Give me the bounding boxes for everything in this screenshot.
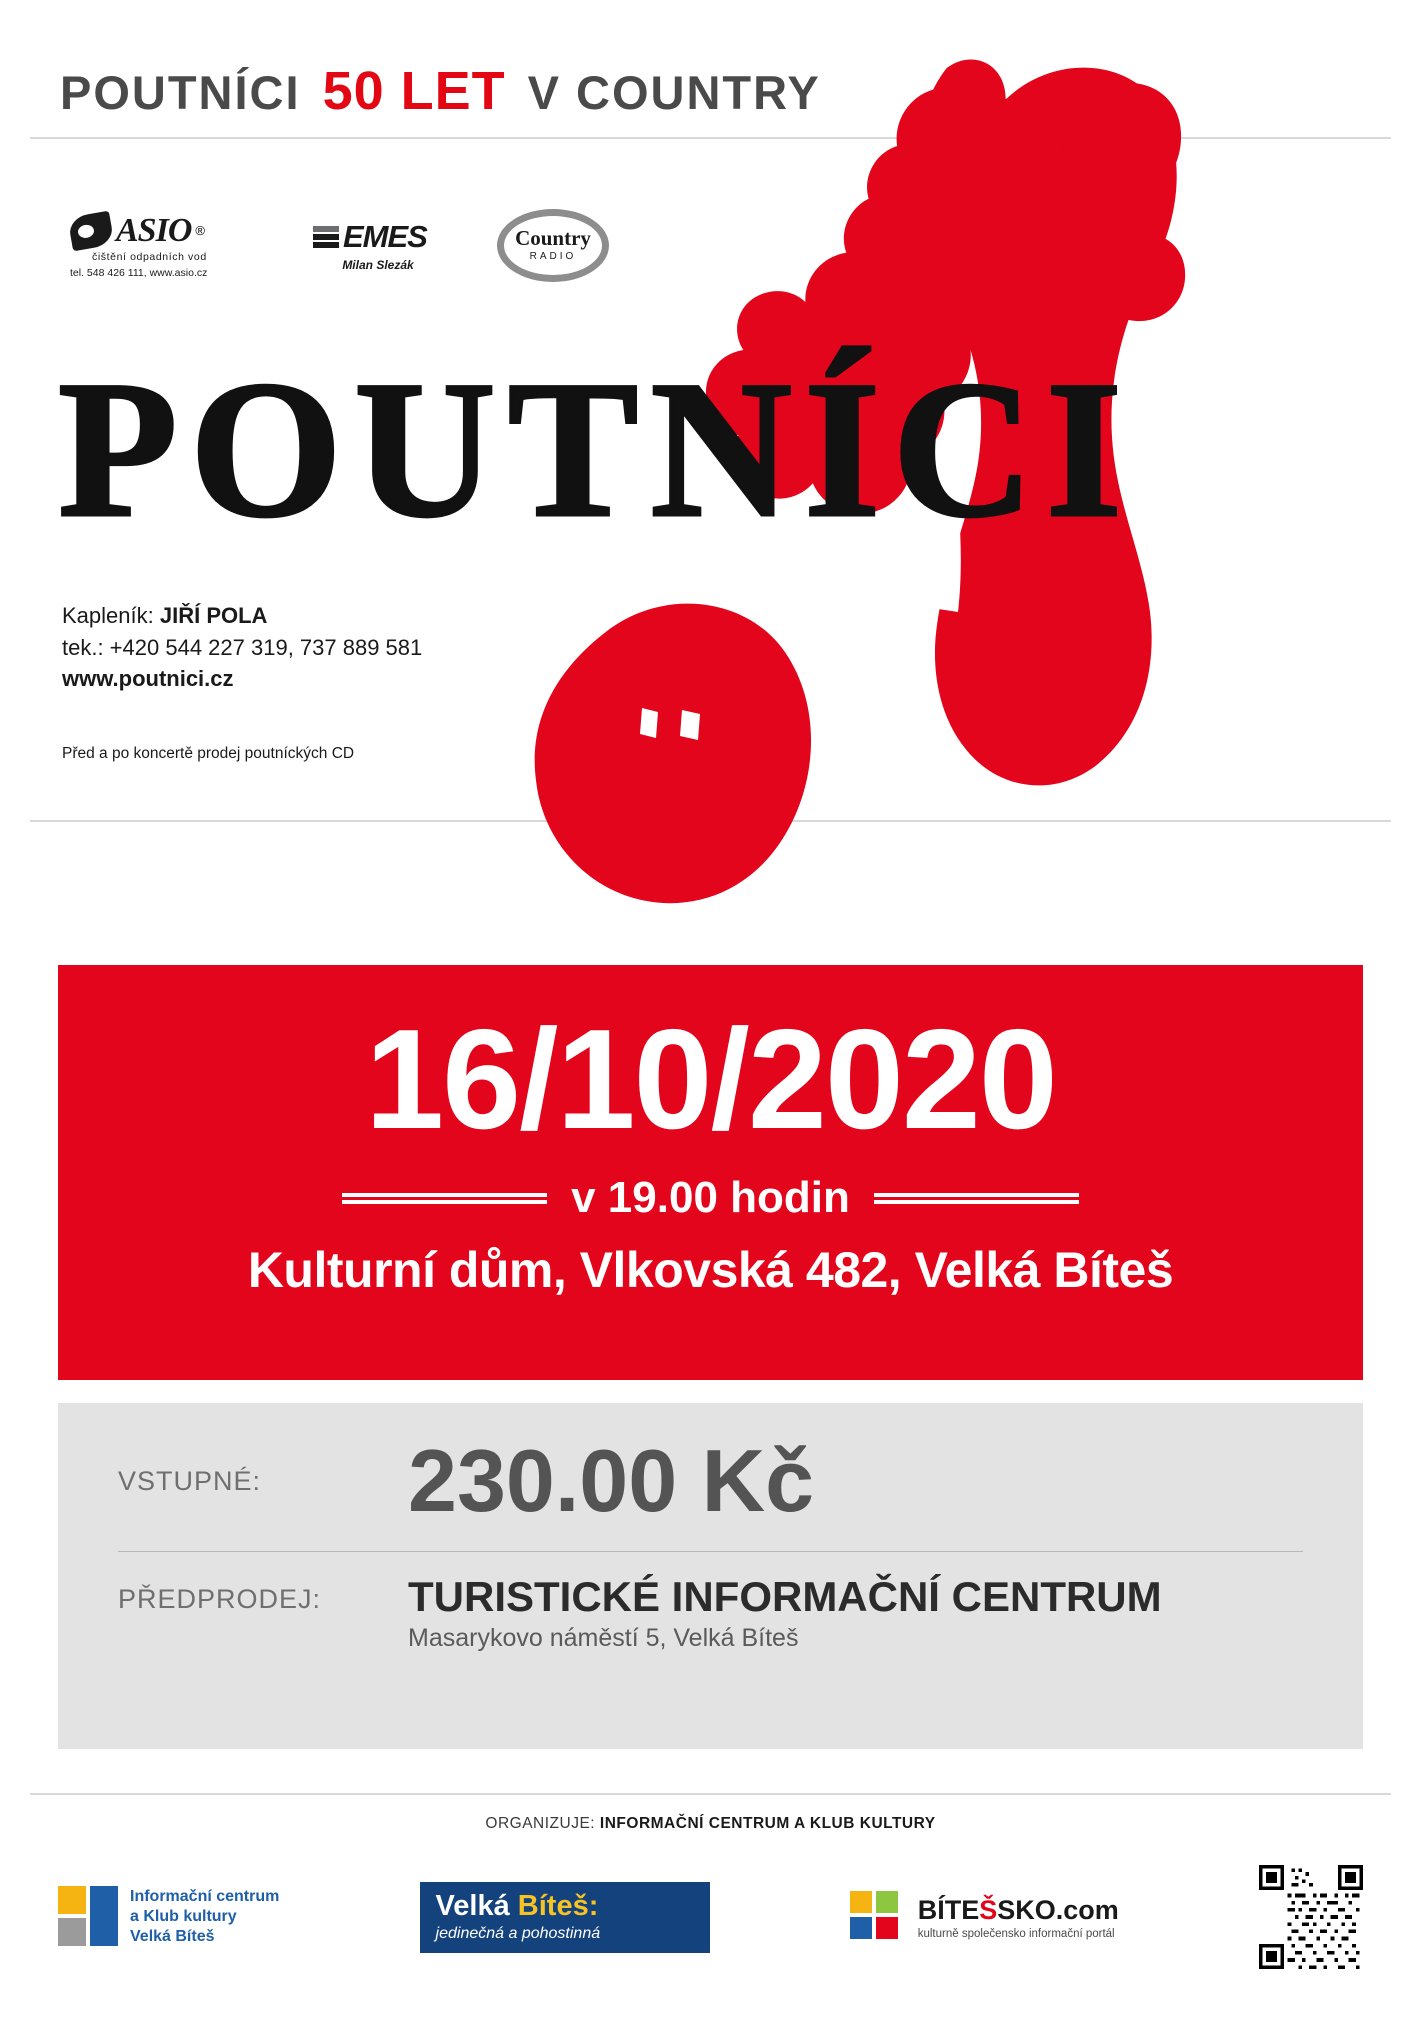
bitessko-logo bbox=[850, 1891, 1119, 1943]
cd-sale-note: Před a po koncertě prodej poutníckých CD bbox=[62, 745, 355, 762]
velka-bites-slogan: jedinečná a pohostinná bbox=[435, 1924, 601, 1942]
emes-logo bbox=[313, 219, 443, 272]
price-label: VSTUPNÉ: bbox=[118, 1465, 262, 1496]
info-centrum-text bbox=[130, 1887, 279, 1947]
band-contact-block bbox=[62, 600, 422, 692]
qr-code-icon[interactable] bbox=[1259, 1865, 1363, 1969]
event-venue: Kulturní dům, Vlkovská 482, Velká Bíteš bbox=[247, 1242, 1174, 1298]
presale-label: PŘEDPRODEJ: bbox=[118, 1584, 322, 1614]
bitessko-name-a: BÍTE bbox=[917, 1894, 980, 1925]
asio-logo-name: ASIO bbox=[116, 211, 192, 249]
presale-name: TURISTICKÉ INFORMAČNÍ CENTRUM bbox=[408, 1573, 1162, 1620]
footer-logo-row bbox=[58, 1865, 1363, 1969]
bars-icon bbox=[313, 226, 339, 248]
sponsor-logo-row bbox=[70, 205, 615, 285]
country-radio-line2: RADIO bbox=[529, 251, 577, 262]
emes-logo-name: EMES bbox=[343, 218, 427, 254]
velka-bites-logo bbox=[420, 1882, 710, 1953]
info-centrum-line3: Velká Bíteš bbox=[130, 1928, 215, 1945]
country-radio-logo bbox=[491, 205, 615, 285]
event-date: 16/10/2020 bbox=[365, 1000, 1056, 1159]
bitessko-name-c: SKO.com bbox=[997, 1894, 1119, 1925]
bitessko-text bbox=[918, 1895, 1119, 1940]
registered-icon: ® bbox=[195, 223, 205, 238]
asio-contact: tel. 548 426 111, www.asio.cz bbox=[70, 266, 208, 279]
bitessko-name-b: Š bbox=[979, 1894, 998, 1925]
headline-part3: V COUNTRY bbox=[527, 66, 821, 119]
info-centrum-logo bbox=[58, 1886, 279, 1948]
event-time: v 19.00 hodin bbox=[571, 1173, 850, 1222]
organizer-line bbox=[0, 1815, 1421, 1833]
info-centrum-mark-icon bbox=[58, 1886, 120, 1948]
squares-icon bbox=[850, 1891, 908, 1943]
poster-headline bbox=[30, 60, 1391, 122]
info-centrum-line2: a Klub kultury bbox=[130, 1908, 237, 1925]
headline-part2: 50 LET bbox=[322, 61, 506, 121]
country-radio-line1: Country bbox=[515, 226, 591, 250]
band-website[interactable]: www.poutnici.cz bbox=[62, 665, 234, 691]
price-value: 230.00 Kč bbox=[408, 1431, 815, 1530]
velka-bites-title-a: Velká bbox=[435, 1889, 510, 1922]
price-row bbox=[58, 1403, 1363, 1530]
organizer-name: INFORMAČNÍ CENTRUM A KLUB KULTURY bbox=[599, 1815, 936, 1832]
ticket-info-panel bbox=[58, 1403, 1363, 1749]
band-phone: tek.: +420 544 227 319, 737 889 581 bbox=[62, 634, 423, 660]
bitessko-name bbox=[918, 1895, 1119, 1926]
leaf-icon bbox=[67, 210, 114, 251]
rule-right-icon bbox=[874, 1193, 1079, 1204]
emes-logo-sub: Milan Slezák bbox=[342, 257, 414, 272]
velka-bites-title bbox=[435, 1889, 694, 1922]
presale-row bbox=[58, 1552, 1363, 1653]
chaplain-line bbox=[62, 600, 422, 632]
chaplain-label: Kapleník: bbox=[62, 603, 154, 628]
rule-left-icon bbox=[342, 1193, 547, 1204]
presale-details bbox=[408, 1574, 1162, 1653]
presale-address: Masarykovo náměstí 5, Velká Bíteš bbox=[408, 1624, 799, 1653]
bitessko-sub: kulturně společensko informační portál bbox=[917, 1927, 1115, 1940]
headline-part1: POUTNÍCI bbox=[60, 66, 301, 119]
asio-tagline: čištění odpadních vod bbox=[92, 250, 207, 263]
velka-bites-title-b: Bíteš bbox=[517, 1889, 589, 1922]
divider-footer bbox=[30, 1793, 1391, 1795]
velka-bites-title-c: : bbox=[588, 1889, 599, 1922]
organizer-prefix: ORGANIZUJE: bbox=[485, 1815, 596, 1832]
info-centrum-line1: Informační centrum bbox=[130, 1888, 280, 1905]
band-wordmark: POUTNÍCI bbox=[58, 341, 1135, 558]
chaplain-name: JIŘÍ POLA bbox=[159, 603, 268, 628]
asio-logo bbox=[70, 212, 265, 279]
event-time-row bbox=[58, 1173, 1363, 1223]
event-date-banner bbox=[58, 965, 1363, 1380]
